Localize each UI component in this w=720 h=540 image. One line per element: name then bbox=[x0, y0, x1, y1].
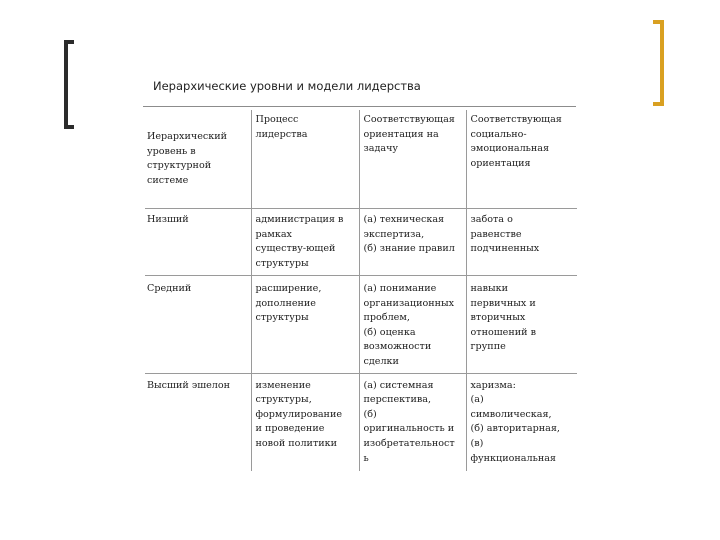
cell-text-line: уровень в bbox=[147, 145, 196, 157]
cell-text-line: эмоциональная bbox=[470, 143, 550, 155]
title-divider bbox=[143, 106, 576, 107]
cell-text-line: и проведение bbox=[255, 423, 325, 435]
cell-text-line: Низший bbox=[147, 214, 189, 225]
cell-text-line: возможности bbox=[363, 341, 432, 353]
cell-text-line: Процесс bbox=[255, 114, 299, 125]
cell-text-line: первичных и bbox=[470, 297, 536, 309]
cell-text-line: (в) bbox=[470, 437, 484, 449]
cell-text-line: (а) bbox=[470, 394, 484, 406]
table-cell bbox=[145, 373, 251, 471]
cell-text-line: отношений в bbox=[470, 326, 536, 338]
cell-text-line: администрация в bbox=[255, 214, 344, 225]
table-cell bbox=[466, 276, 577, 374]
header-cell-level bbox=[145, 110, 251, 209]
table-row-low bbox=[145, 209, 577, 276]
left-bracket-decoration bbox=[64, 40, 74, 129]
cell-text-line: Соответствующая bbox=[470, 114, 562, 125]
cell-text-line: харизма: bbox=[470, 379, 516, 391]
cell-text-line: рамках bbox=[255, 228, 292, 240]
table-cell bbox=[251, 209, 359, 276]
table-cell bbox=[359, 276, 466, 374]
cell-text-line: Иерархический bbox=[147, 131, 228, 142]
cell-text-line: подчиненных bbox=[470, 243, 540, 255]
table-cell bbox=[466, 209, 577, 276]
cell-text-line: оригинальность и bbox=[363, 423, 455, 435]
cell-text-line: расширение, bbox=[255, 283, 322, 294]
table-cell bbox=[145, 209, 251, 276]
cell-text-line: ориентация bbox=[470, 157, 531, 169]
table-row-middle bbox=[145, 276, 577, 374]
cell-text-line: структуры bbox=[255, 312, 309, 324]
cell-text-line: существу-ющей bbox=[255, 243, 336, 255]
cell-text-line: ориентация на bbox=[363, 128, 439, 140]
cell-text-line: символическая, bbox=[470, 408, 552, 420]
cell-text-line: (б) знание правил bbox=[363, 243, 455, 255]
cell-text-line: структуры, bbox=[255, 394, 312, 406]
table-cell bbox=[466, 373, 577, 471]
cell-text-line: вторичных bbox=[470, 312, 526, 324]
cell-text-line: системе bbox=[147, 174, 189, 186]
table-cell bbox=[251, 373, 359, 471]
cell-text-line: задачу bbox=[363, 143, 399, 155]
header-cell-process bbox=[251, 110, 359, 209]
table-cell bbox=[145, 276, 251, 374]
cell-text-line: (а) системная bbox=[363, 379, 434, 391]
table-cell bbox=[359, 373, 466, 471]
cell-text-line: новой политики bbox=[255, 437, 338, 449]
cell-text-line: навыки bbox=[470, 283, 509, 294]
slide-title: Иерархические уровни и модели лидерства bbox=[153, 79, 421, 93]
cell-text-line: ь bbox=[363, 452, 369, 464]
header-cell-task-orientation bbox=[359, 110, 466, 209]
cell-text-line: Средний bbox=[147, 283, 192, 294]
cell-text-line: забота о bbox=[470, 214, 513, 225]
cell-text-line: дополнение bbox=[255, 297, 316, 309]
cell-text-line: проблем, bbox=[363, 312, 410, 324]
table-header-row bbox=[145, 110, 577, 209]
cell-text-line: (б) авторитарная, bbox=[470, 423, 560, 435]
cell-text-line: функциональная bbox=[470, 452, 556, 464]
table-cell bbox=[359, 209, 466, 276]
cell-text-line: (б) оценка bbox=[363, 326, 416, 338]
cell-text-line: (а) понимание bbox=[363, 283, 437, 294]
cell-text-line: Соответствующая bbox=[363, 114, 455, 125]
cell-text-line: лидерства bbox=[255, 128, 308, 140]
cell-text-line: изобретательност bbox=[363, 437, 455, 449]
cell-text-line: сделки bbox=[363, 355, 399, 367]
cell-text-line: организационных bbox=[363, 297, 455, 309]
cell-text-line: структурной bbox=[147, 160, 212, 172]
cell-text-line: экспертиза, bbox=[363, 228, 425, 240]
cell-text-line: Высший эшелон bbox=[147, 379, 231, 391]
cell-text-line: социально- bbox=[470, 128, 527, 140]
cell-text-line: перспектива, bbox=[363, 394, 432, 406]
cell-text-line: группе bbox=[470, 341, 506, 353]
cell-text-line: структуры bbox=[255, 257, 309, 269]
cell-text-line: изменение bbox=[255, 379, 311, 391]
table-cell bbox=[251, 276, 359, 374]
table-row-top-echelon bbox=[145, 373, 577, 471]
cell-text-line: (б) bbox=[363, 408, 377, 420]
cell-text-line: формулирование bbox=[255, 408, 343, 420]
right-bracket-decoration bbox=[653, 20, 664, 106]
cell-text-line: равенстве bbox=[470, 228, 522, 240]
cell-text-line: (а) техническая bbox=[363, 214, 445, 225]
header-cell-social-orientation bbox=[466, 110, 577, 209]
leadership-levels-table bbox=[145, 110, 577, 471]
